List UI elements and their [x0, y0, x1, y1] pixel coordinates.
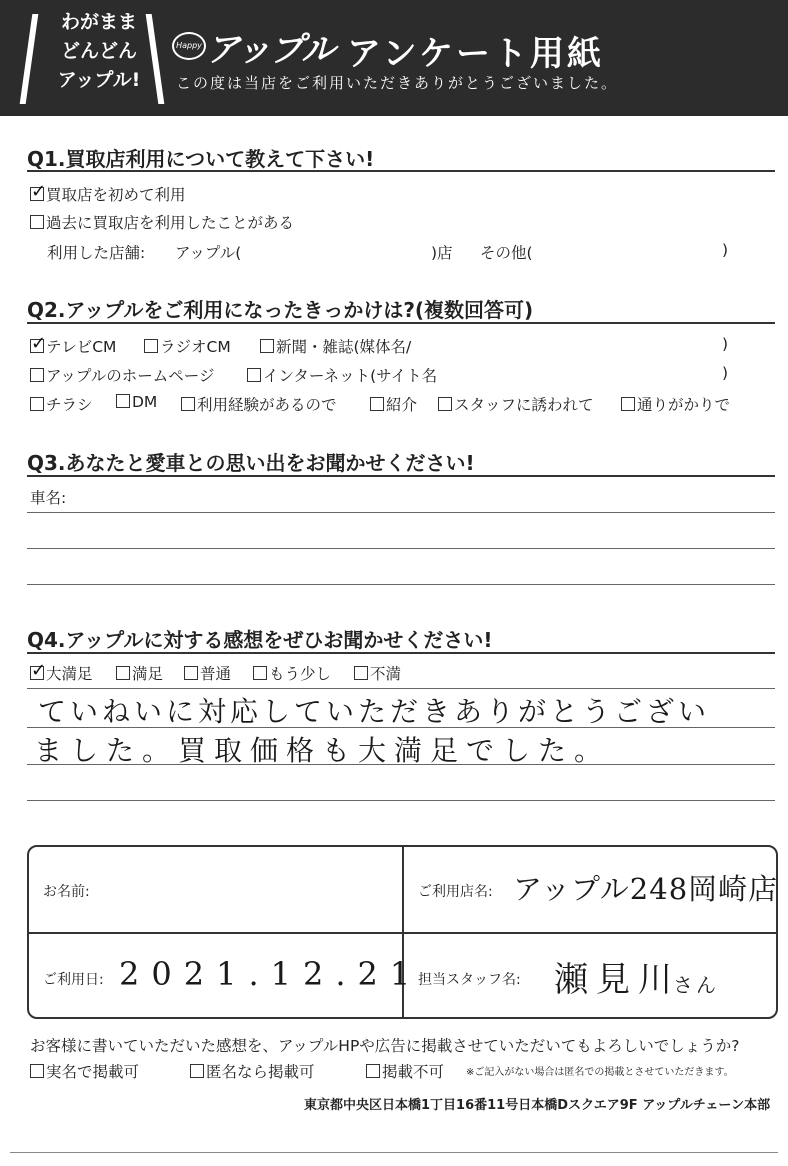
- option-label: ラジオCM: [160, 338, 231, 356]
- checkbox[interactable]: [181, 397, 195, 411]
- store-value: アップル248岡崎店: [513, 872, 779, 906]
- option-label: 普通: [200, 665, 232, 683]
- q4-option-dissatisfied[interactable]: [354, 662, 401, 684]
- option-label: 満足: [132, 665, 164, 683]
- form-title: アンケート用紙: [347, 34, 604, 74]
- checkbox[interactable]: [370, 397, 384, 411]
- option-label: もう少し: [269, 665, 332, 683]
- q2-option-experience[interactable]: [181, 393, 337, 415]
- consent-not-allowed[interactable]: [366, 1060, 444, 1082]
- option-label: 利用経験があるので: [197, 396, 337, 414]
- q3-car-label: 車名:: [30, 489, 67, 507]
- bottom-rule: [10, 1152, 778, 1153]
- brand-logo: アップル: [206, 30, 335, 70]
- option-label: チラシ: [46, 396, 93, 414]
- q2-option-passing[interactable]: [621, 393, 730, 415]
- q4-writing-line[interactable]: [27, 727, 775, 728]
- q2-option-tv[interactable]: [30, 335, 116, 357]
- q2-option-staff[interactable]: [438, 393, 594, 415]
- option-label: テレビCM: [46, 338, 117, 356]
- q2-title: Q2.アップルをご利用になったきっかけは?(複数回答可): [27, 298, 534, 322]
- q1-store-apple-open: アップル(: [175, 244, 242, 262]
- checkbox[interactable]: [190, 1064, 204, 1078]
- q2-option-dm[interactable]: [116, 393, 157, 411]
- q4-option-satisfied[interactable]: [116, 662, 163, 684]
- checkbox[interactable]: [30, 181, 47, 202]
- q3-title: Q3.あなたと愛車との思い出をお聞かせください!: [27, 451, 475, 475]
- checkbox[interactable]: [144, 339, 158, 353]
- q3-rule: [27, 475, 775, 477]
- checkbox[interactable]: [30, 333, 47, 354]
- slogan-line: どんどん: [60, 40, 137, 62]
- q4-writing-line[interactable]: [27, 764, 775, 765]
- slogan-line: アップル!: [57, 69, 141, 91]
- checkbox[interactable]: [366, 1064, 380, 1078]
- q1-rule: [27, 170, 775, 172]
- q4-comment-line-1: ていねいに対応していただきありがとうござい: [38, 695, 711, 728]
- q2-internet-close: ): [722, 364, 729, 382]
- option-label: 新聞・雑誌(媒体名/: [276, 338, 412, 356]
- option-label: 掲載不可: [382, 1063, 445, 1081]
- checkbox[interactable]: [30, 368, 44, 382]
- slogan-line: わがまま: [60, 11, 137, 33]
- check-mark-icon: ✓: [31, 660, 47, 681]
- checkbox[interactable]: [30, 660, 47, 681]
- checkbox[interactable]: [253, 666, 267, 680]
- checkbox[interactable]: [30, 397, 44, 411]
- q4-option-somewhat[interactable]: [253, 662, 331, 684]
- consent-anonymous[interactable]: [190, 1060, 315, 1082]
- checkbox[interactable]: [184, 666, 198, 680]
- q2-rule: [27, 322, 775, 324]
- company-address: 東京都中央区日本橋1丁目16番11号日本橋Dスクエア9F アップルチェーン本部: [304, 1098, 771, 1113]
- consent-note: ※ご記入がない場合は匿名での掲載とさせていただきます。: [466, 1067, 734, 1078]
- checkbox[interactable]: [438, 397, 452, 411]
- option-label: 実名で掲載可: [46, 1063, 140, 1081]
- staff-value: 瀬見川: [554, 960, 680, 1000]
- checkbox[interactable]: [116, 666, 130, 680]
- option-label: スタッフに誘われて: [454, 396, 594, 414]
- option-label: DM: [132, 393, 158, 411]
- q4-writing-line[interactable]: [27, 688, 775, 689]
- option-label: 買取店を初めて利用: [46, 186, 186, 204]
- checkbox[interactable]: [116, 394, 130, 408]
- checkbox[interactable]: [354, 666, 368, 680]
- q2-option-news[interactable]: [260, 335, 411, 357]
- q3-writing-line[interactable]: [27, 512, 775, 513]
- date-value: 2021.12.21: [119, 955, 423, 993]
- option-label: 通りがかりで: [637, 396, 731, 414]
- checkbox[interactable]: [247, 368, 261, 382]
- option-label: 不満: [370, 665, 402, 683]
- q4-option-very-satisfied[interactable]: [30, 662, 93, 684]
- q2-option-homepage[interactable]: [30, 364, 215, 386]
- form-subtitle: この度は当店をご利用いただきありがとうございました。: [176, 74, 619, 92]
- q4-writing-line[interactable]: [27, 800, 775, 801]
- q1-option-past[interactable]: [30, 211, 294, 233]
- q3-writing-line[interactable]: [27, 548, 775, 549]
- consent-question: お客様に書いていただいた感想を、アップルHPや広告に掲載させていただいてもよろしいでしょうか?: [30, 1037, 740, 1055]
- q1-title: Q1.買取店利用について教えて下さい!: [27, 147, 375, 171]
- checkbox[interactable]: [621, 397, 635, 411]
- q2-option-flyer[interactable]: [30, 393, 93, 415]
- q4-rule: [27, 652, 775, 654]
- checkbox[interactable]: [260, 339, 274, 353]
- option-label: アップルのホームページ: [46, 367, 215, 385]
- q2-news-close: ): [722, 335, 729, 353]
- slogan: [34, 8, 164, 95]
- check-mark-icon: ✓: [31, 181, 47, 202]
- q4-title: Q4.アップルに対する感想をぜひお聞かせください!: [27, 628, 493, 652]
- date-label: ご利用日:: [43, 972, 104, 988]
- q1-option-first[interactable]: [30, 183, 186, 205]
- q2-option-referral[interactable]: [370, 393, 417, 415]
- staff-suffix: さん: [673, 973, 719, 997]
- checkbox[interactable]: [30, 1064, 44, 1078]
- q2-option-radio[interactable]: [144, 335, 231, 357]
- q4-comment-line-2: ました。買取価格も大満足でした。: [34, 734, 611, 767]
- option-label: インターネット(サイト名: [263, 367, 438, 385]
- q2-option-internet[interactable]: [247, 364, 437, 386]
- option-label: 匿名なら掲載可: [206, 1063, 315, 1081]
- customer-info-table: [27, 845, 778, 1019]
- store-label: ご利用店名:: [418, 884, 493, 900]
- consent-real-name[interactable]: [30, 1060, 139, 1082]
- option-label: 過去に買取店を利用したことがある: [46, 214, 295, 232]
- name-label: お名前:: [43, 884, 90, 900]
- q1-store-label: 利用した店舗:: [47, 244, 146, 262]
- check-mark-icon: ✓: [31, 333, 47, 354]
- option-label: 大満足: [46, 665, 93, 683]
- q1-store-close: )店: [431, 244, 453, 262]
- header-banner: [0, 0, 788, 116]
- q4-option-normal[interactable]: [184, 662, 231, 684]
- checkbox[interactable]: [30, 215, 44, 229]
- q3-writing-line[interactable]: [27, 584, 775, 585]
- apple-logo-icon: Happy: [172, 32, 206, 60]
- q1-other-close: ): [722, 241, 729, 259]
- q1-other-open: その他(: [480, 244, 533, 262]
- option-label: 紹介: [386, 396, 418, 414]
- staff-label: 担当スタッフ名:: [418, 972, 521, 988]
